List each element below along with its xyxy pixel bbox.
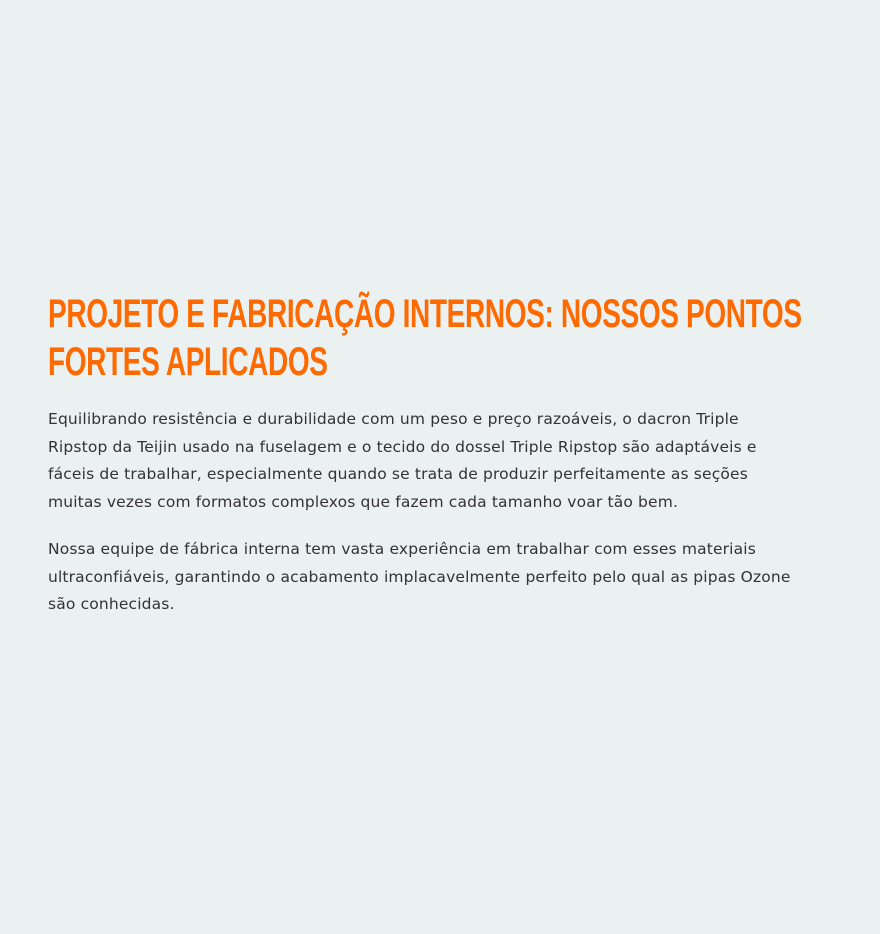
section-heading: PROJETO E FABRICAÇÃO INTERNOS: NOSSOS PONTOS FORTES APLICADOS [48,292,802,384]
paragraph-materials: Equilibrando resistência e durabilidade com um peso e preço razoáveis, o dacron Triple Ripstop da Teijin usado na fuselagem e o tecido do dossel Triple Ripstop são adaptáveis e fáceis de trabalhar, especialmente quando se trata de produzir perfeitamente as seções muitas vezes com formatos complexos que fazem cada tamanho voar tão bem. [48,410,757,511]
content-section [48,290,808,619]
paragraph-factory-team: Nossa equipe de fábrica interna tem vasta experiência em trabalhar com esses materiais ultraconfiáveis, garantindo o acabamento implacavelmente perfeito pelo qual as pipas Ozone são conhecidas. [48,540,791,613]
